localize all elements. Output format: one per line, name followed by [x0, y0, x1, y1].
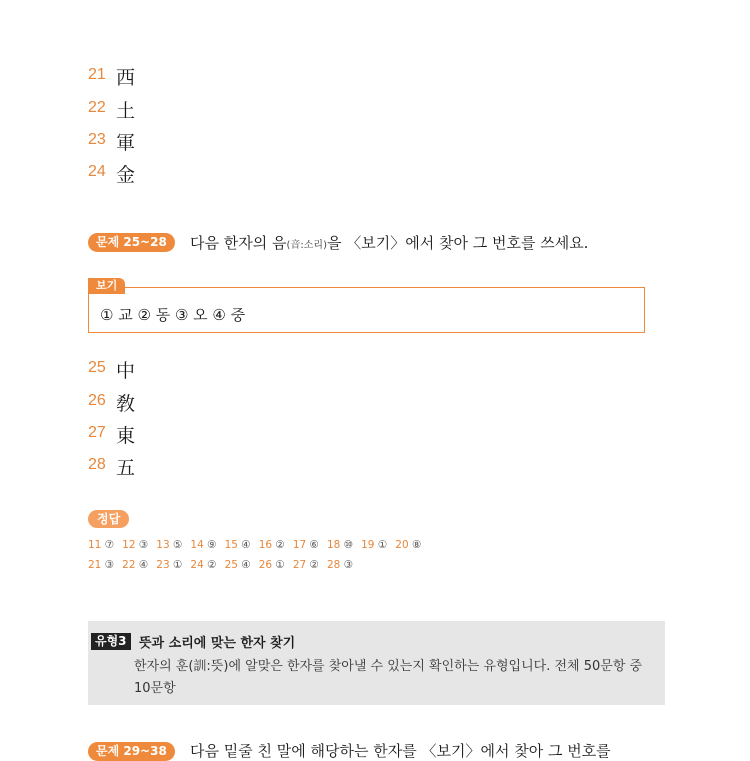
item-hanja: 土	[116, 100, 136, 122]
answer-item	[225, 559, 251, 571]
answer-item	[293, 559, 319, 571]
item-number: 21	[88, 66, 106, 83]
answer-item	[156, 559, 182, 571]
answer-number: 24	[190, 559, 204, 571]
answer-value: ④	[237, 559, 251, 571]
answer-number: 13	[156, 539, 170, 551]
answer-value: ⑩	[340, 539, 354, 551]
answer-number: 27	[292, 559, 307, 571]
item-number: 27	[88, 424, 106, 441]
answer-number: 18	[326, 539, 341, 551]
answer-number: 28	[326, 559, 341, 571]
answer-item	[259, 559, 285, 571]
question-text-small: (音:소리)	[286, 240, 327, 251]
item-number: 28	[88, 456, 106, 473]
answer-badge: 정답	[88, 510, 129, 528]
answer-number: 15	[224, 539, 238, 551]
answer-item	[190, 559, 216, 571]
answer-value: ②	[272, 539, 285, 551]
answer-number: 22	[122, 559, 136, 571]
item-hanja: 軍	[116, 132, 136, 154]
answer-item	[293, 539, 319, 551]
type-title: 뜻과 소리에 맞는 한자 찾기	[139, 636, 296, 651]
answer-item	[395, 539, 421, 551]
question-text-before: 다음 한자의 음	[190, 234, 287, 252]
answer-item	[88, 559, 114, 571]
item-hanja: 西	[116, 67, 136, 89]
answer-item	[156, 539, 182, 551]
answer-item	[88, 539, 114, 551]
answer-value: ③	[101, 559, 115, 571]
next-question-text: 다음 밑줄 친 말에 해당하는 한자를 〈보기〉에서 찾아 그 번호를	[190, 742, 611, 760]
answer-value: ①	[374, 539, 388, 551]
answer-number: 23	[156, 559, 170, 571]
next-question-badge: 문제 29~38	[88, 742, 175, 761]
answer-number: 19	[361, 539, 375, 551]
item-number: 26	[88, 392, 106, 409]
answer-number: 26	[258, 559, 273, 571]
answer-number: 20	[395, 539, 409, 551]
answer-value: ③	[135, 539, 149, 551]
type-badge: 유형3	[91, 633, 131, 650]
answer-value: ①	[169, 559, 183, 571]
item-number: 22	[88, 99, 106, 116]
type-description: 한자의 훈(訓:뜻)에 알맞은 한자를 찾아낼 수 있는지 확인하는 유형입니다. 전체 50문항 중 10문항	[134, 659, 643, 696]
item-number: 23	[88, 131, 106, 148]
item-hanja: 五	[116, 457, 136, 479]
item-number: 25	[88, 359, 106, 376]
answer-number: 21	[88, 559, 102, 571]
answer-line-2	[88, 559, 361, 571]
item-hanja: 敎	[116, 393, 136, 415]
answer-value: ①	[272, 559, 285, 571]
answer-value: ⑨	[203, 539, 217, 551]
item-hanja: 金	[116, 164, 136, 186]
question-text	[190, 232, 588, 253]
answer-value: ②	[203, 559, 217, 571]
answer-item	[122, 539, 148, 551]
answer-value: ②	[306, 559, 319, 571]
bogi-label: 보기	[88, 278, 125, 294]
answer-value: ⑤	[169, 539, 183, 551]
answer-value: ⑥	[306, 539, 319, 551]
item-hanja: 東	[116, 425, 136, 447]
answer-item	[225, 539, 251, 551]
question-badge: 문제 25~28	[88, 233, 175, 252]
answer-line-1	[88, 539, 429, 551]
bogi-content: ① 교 ② 동 ③ 오 ④ 중	[100, 306, 246, 324]
answer-item	[361, 539, 387, 551]
answer-number: 14	[190, 539, 204, 551]
answer-item	[327, 539, 353, 551]
answer-value: ④	[135, 559, 149, 571]
item-hanja: 中	[116, 360, 136, 382]
item-number: 24	[88, 163, 106, 180]
answer-number: 12	[122, 539, 136, 551]
answer-item	[259, 539, 285, 551]
answer-value: ⑧	[408, 539, 422, 551]
answer-item	[122, 559, 148, 571]
answer-item	[190, 539, 216, 551]
answer-number: 11	[88, 539, 102, 551]
answer-value: ④	[237, 539, 251, 551]
answer-value: ⑦	[101, 539, 115, 551]
answer-item	[327, 559, 353, 571]
answer-number: 25	[224, 559, 238, 571]
question-text-after: 을 〈보기〉에서 찾아 그 번호를 쓰세요.	[326, 234, 589, 252]
answer-number: 16	[258, 539, 273, 551]
answer-value: ③	[340, 559, 354, 571]
answer-number: 17	[292, 539, 307, 551]
